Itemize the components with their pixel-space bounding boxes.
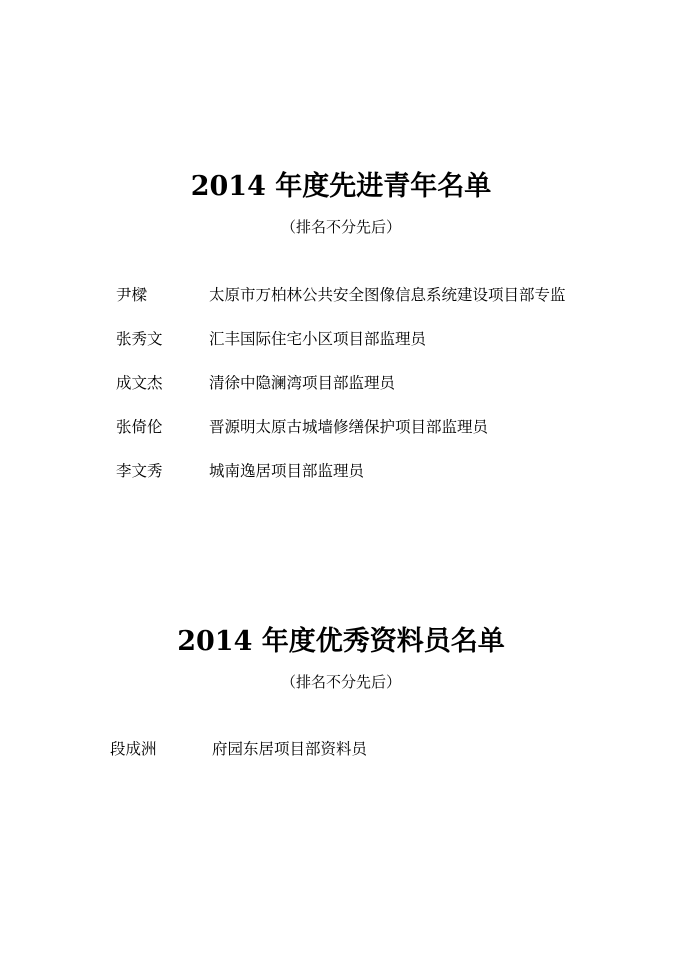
person-name: 张秀文 [116, 330, 163, 348]
person-name: 张倚伦 [116, 418, 163, 436]
section-title-excellent-archivist: 2014 年度优秀资料员名单 [177, 626, 505, 657]
list-item [0, 327, 682, 349]
person-role: 城南逸居项目部监理员 [209, 462, 365, 480]
section-note-advanced-youth: （排名不分先后） [280, 218, 401, 236]
list-item [0, 459, 682, 481]
person-name: 李文秀 [116, 462, 163, 480]
list-item [0, 737, 682, 759]
person-role: 府园东居项目部资料员 [212, 740, 368, 758]
list-item [0, 283, 682, 305]
person-name: 成文杰 [116, 374, 163, 392]
person-role: 汇丰国际住宅小区项目部监理员 [209, 330, 427, 348]
person-role: 清徐中隐澜湾项目部监理员 [209, 374, 396, 392]
section-title-advanced-youth: 2014 年度先进青年名单 [190, 171, 492, 202]
person-role: 太原市万柏林公共安全图像信息系统建设项目部专监 [209, 286, 566, 304]
section-note-excellent-archivist: （排名不分先后） [280, 673, 401, 691]
person-name: 段成洲 [110, 740, 157, 758]
person-role: 晋源明太原古城墙修缮保护项目部监理员 [209, 418, 489, 436]
list-item [0, 415, 682, 437]
person-name: 尹樑 [116, 286, 148, 304]
list-item [0, 371, 682, 393]
